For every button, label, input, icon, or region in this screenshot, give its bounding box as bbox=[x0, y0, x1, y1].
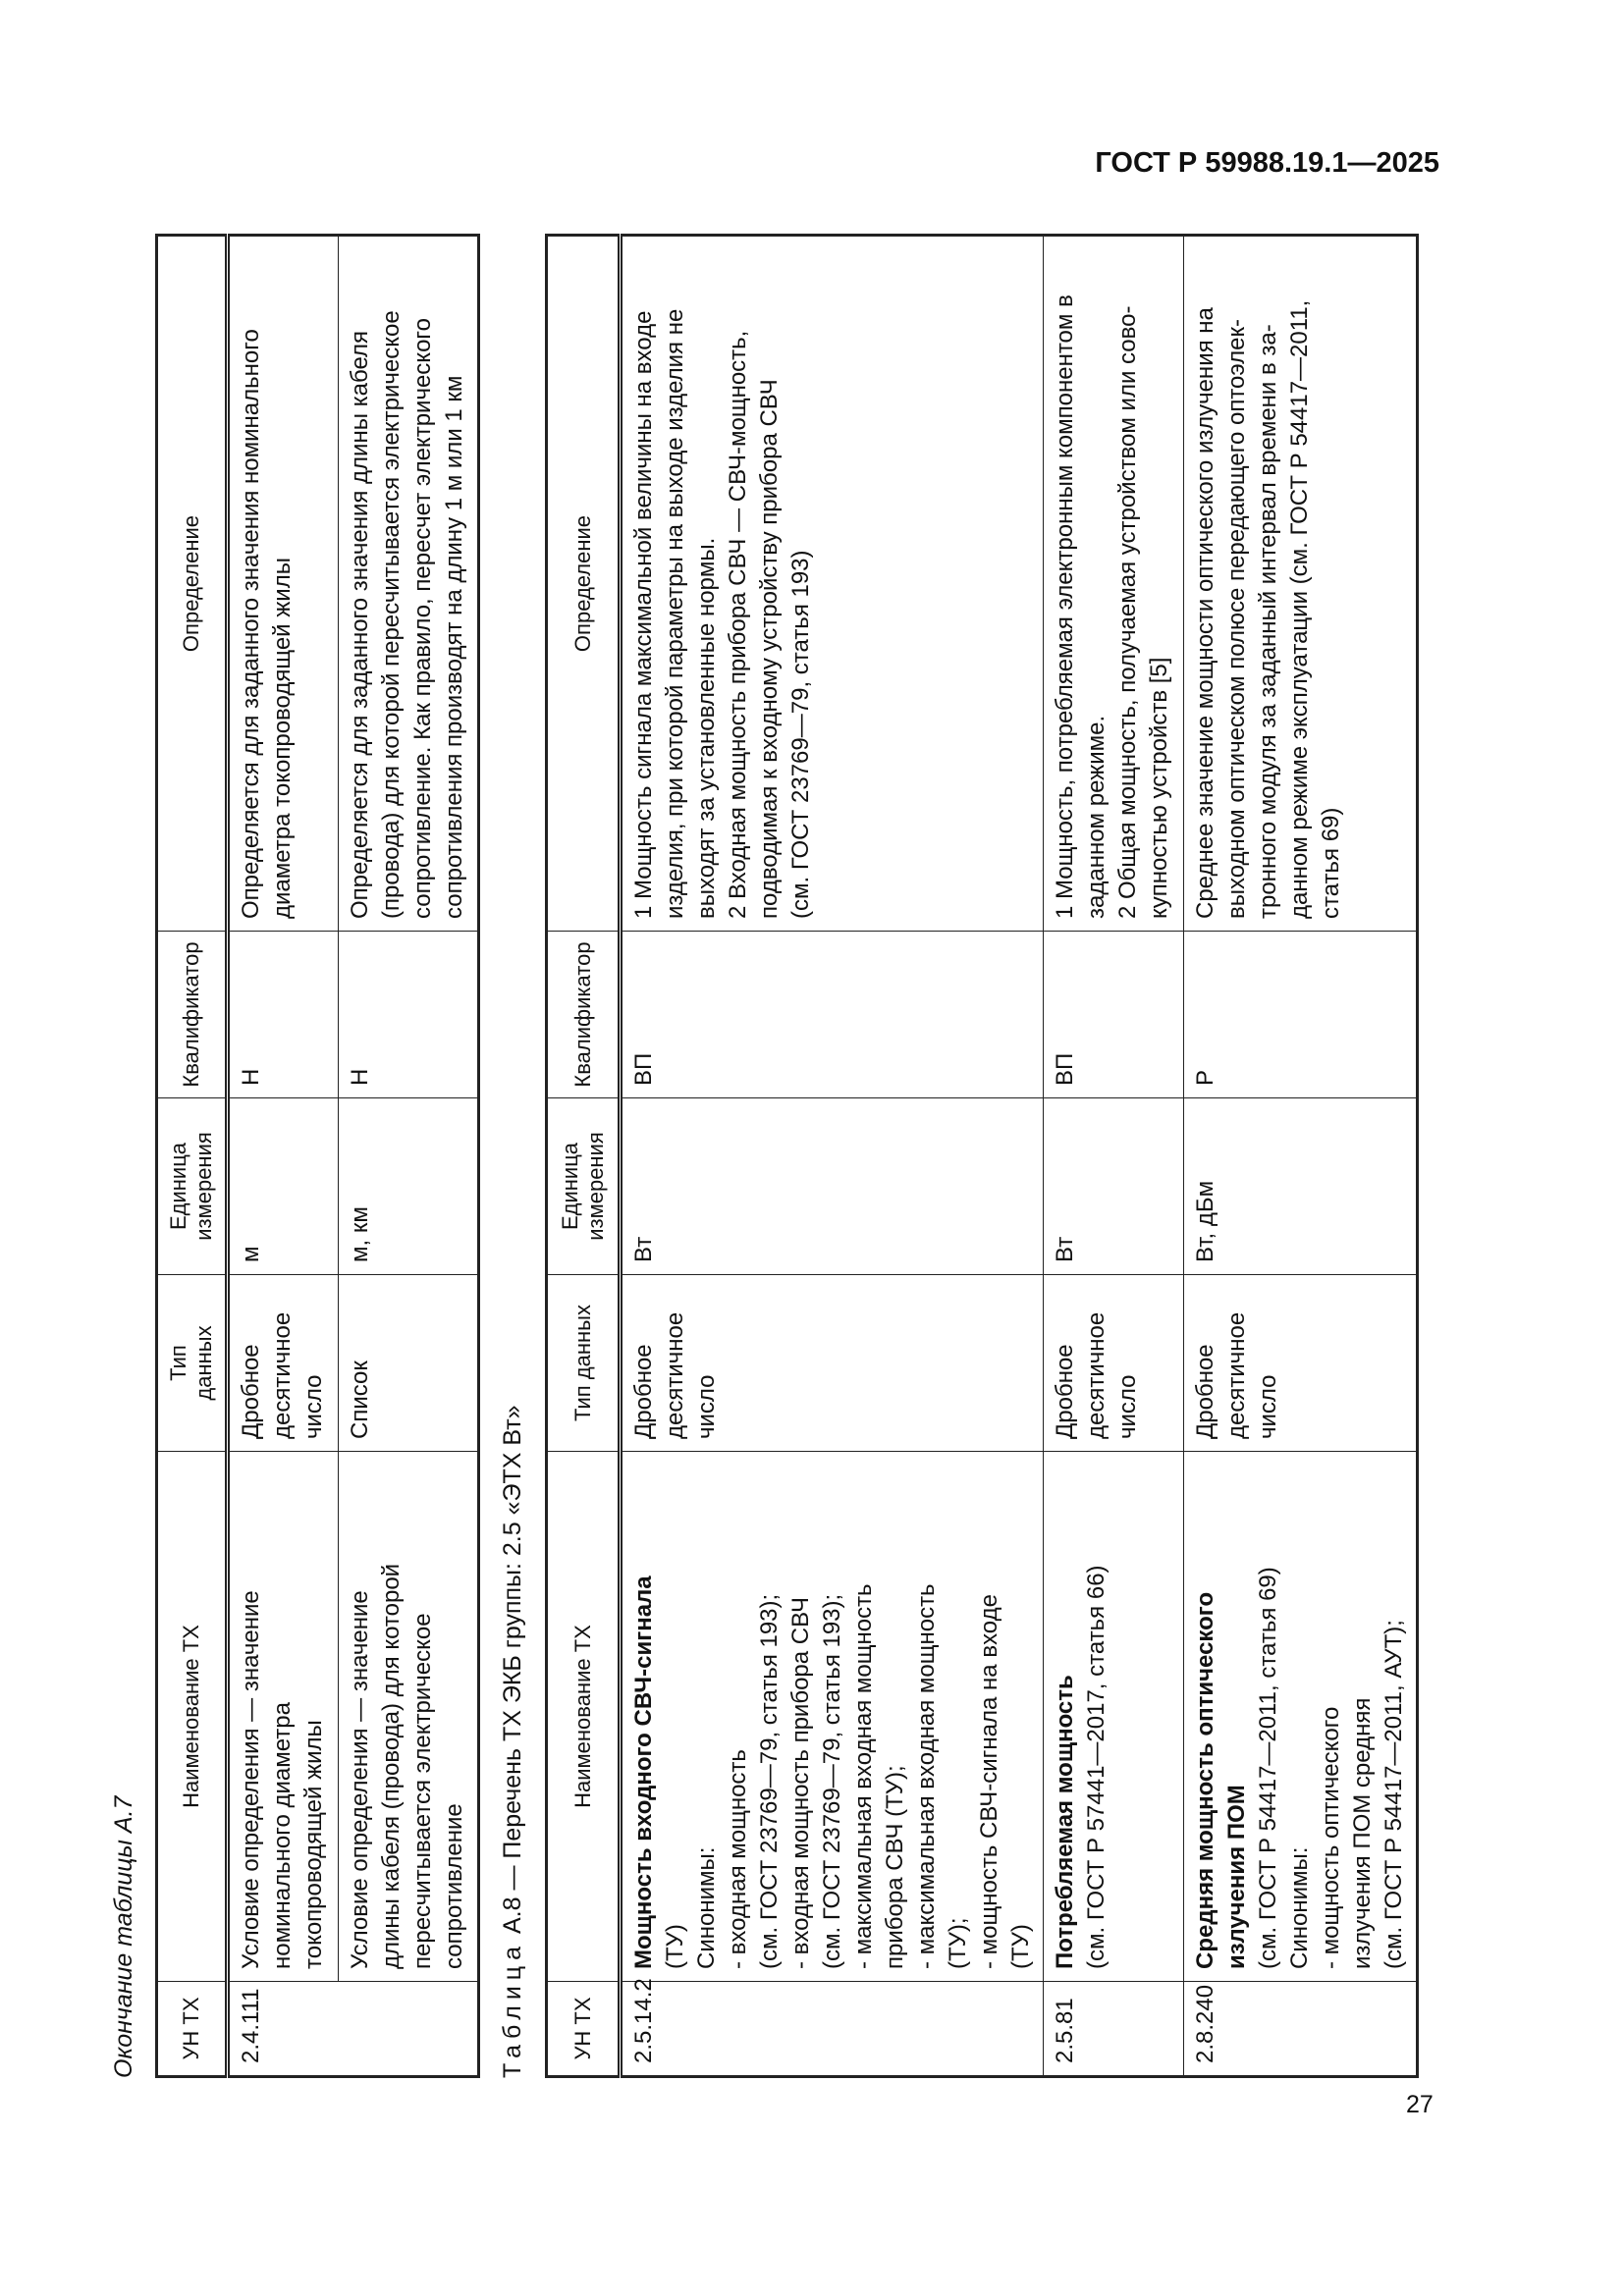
document-header: ГОСТ Р 59988.19.1—2025 bbox=[1095, 147, 1439, 179]
cell-qual: Н bbox=[339, 932, 479, 1098]
cell-unit: м bbox=[228, 1098, 339, 1275]
cell-un: 2.8.240 bbox=[1184, 1982, 1418, 2077]
name-bold: Мощность входного СВЧ-сигнала bbox=[630, 1575, 657, 1969]
col-un: УН ТХ bbox=[547, 1982, 621, 2077]
table-a8 bbox=[545, 234, 1419, 2078]
cell-name bbox=[1044, 1452, 1184, 1982]
cell-un: 2.4.111 bbox=[228, 1982, 479, 2077]
cell-def: 1 Мощность, потребляемая электронным компонентом в заданном режиме. 2 Общая мощность, получаемая устройством или сово- купностью устройств [5] bbox=[1044, 236, 1184, 932]
table-row bbox=[1044, 236, 1184, 2077]
col-type: Тип данных bbox=[157, 1275, 228, 1452]
col-def: Определение bbox=[157, 236, 228, 932]
table-a7-caption: Окончание таблицы А.7 bbox=[110, 1795, 137, 2078]
col-name: Наименование ТХ bbox=[547, 1452, 621, 1982]
name-bold: Средняя мощность оптического излучения ПОМ bbox=[1192, 1591, 1250, 1969]
cell-qual: ВП bbox=[621, 932, 1044, 1098]
caption-prefix: Таблица bbox=[499, 1940, 526, 2078]
table-a7 bbox=[155, 234, 480, 2078]
page-number: 27 bbox=[1406, 2091, 1434, 2118]
cell-type: Дробное десятичное число bbox=[228, 1275, 339, 1452]
cell-qual: Н bbox=[228, 932, 339, 1098]
col-un: УН ТХ bbox=[157, 1982, 228, 2077]
caption-text: А.8 — Перечень ТХ ЭКБ группы: 2.5 «ЭТХ Вт» bbox=[499, 1405, 526, 1935]
rotated-content bbox=[98, 233, 1407, 2078]
cell-type: Дробное десятичное число bbox=[1184, 1275, 1418, 1452]
cell-qual: Р bbox=[1184, 932, 1418, 1098]
table-a8-caption bbox=[499, 1405, 527, 2078]
cell-unit: м, км bbox=[339, 1098, 479, 1275]
cell-name: Условие определения — значение длины кабеля (провода) для которой пересчитывается электрическое сопротивление bbox=[339, 1452, 479, 1982]
col-type: Тип данных bbox=[547, 1275, 621, 1452]
table-row bbox=[339, 236, 479, 2077]
cell-unit: Вт, дБм bbox=[1184, 1098, 1418, 1275]
table-row bbox=[621, 236, 1044, 2077]
cell-qual: ВП bbox=[1044, 932, 1184, 1098]
cell-name bbox=[621, 1452, 1044, 1982]
cell-name bbox=[1184, 1452, 1418, 1982]
col-unit: Единица измерения bbox=[547, 1098, 621, 1275]
name-detail: (ТУ) Синонимы: - входная мощность (см. ГОСТ 23769—79, статья 193); - входная мощность прибора СВЧ (см. ГОСТ 23769—79, статья 193); - максимальная входная мощность прибора СВЧ (ТУ); - максимальная входная мощность (ТУ); - мощность СВЧ-сигнала на входе (ТУ) bbox=[662, 1583, 1034, 1969]
cell-type: Список bbox=[339, 1275, 479, 1452]
cell-def: 1 Мощность сигнала максимальной величины на входе изделия, при которой параметры на выходе изделия не выходят за установленные нормы. 2 Входная мощность прибора СВЧ — СВЧ-мощность, подводимая к входному устройству прибора СВЧ (см. ГОСТ 23769—79, статья 193) bbox=[621, 236, 1044, 932]
cell-unit: Вт bbox=[1044, 1098, 1184, 1275]
cell-unit: Вт bbox=[621, 1098, 1044, 1275]
cell-un: 2.5.14.2 bbox=[621, 1982, 1044, 2077]
cell-def: Определяется для заданного значения длины кабеля (провода) для которой пересчитывается электрическое сопротивление. Как правило, пересчет электрического сопротивления производят на длину 1 м или 1 км bbox=[339, 236, 479, 932]
table-header-row bbox=[547, 236, 621, 2077]
col-name: Наименование ТХ bbox=[157, 1452, 228, 1982]
col-def: Определение bbox=[547, 236, 621, 932]
name-detail: (см. ГОСТ Р 54417—2011, статья 69) Синонимы: - мощность оптического излучения ПОМ средняя (см. ГОСТ Р 54417—2011, АУТ); bbox=[1255, 1567, 1407, 1969]
table-row bbox=[1184, 236, 1418, 2077]
col-unit: Единица измерения bbox=[157, 1098, 228, 1275]
cell-def: Среднее значение мощности оптического излучения на выходном оптическом полюсе передающего оптоэлек- тронного модуля за заданный интервал времени в за- данном режиме эксплуатации (см. ГОСТ Р 54417—2011, статья 69) bbox=[1184, 236, 1418, 932]
table-row bbox=[228, 236, 339, 2077]
col-qual: Квалификатор bbox=[547, 932, 621, 1098]
cell-un: 2.5.81 bbox=[1044, 1982, 1184, 2077]
table-header-row bbox=[157, 236, 228, 2077]
cell-name: Условие определения — значение номинального диаметра токопроводящей жилы bbox=[228, 1452, 339, 1982]
cell-type: Дробное десятичное число bbox=[621, 1275, 1044, 1452]
name-detail: (см. ГОСТ Р 57441—2017, статья 66) bbox=[1083, 1565, 1110, 1969]
name-bold: Потребляемая мощность bbox=[1052, 1675, 1078, 1969]
cell-type: Дробное десятичное число bbox=[1044, 1275, 1184, 1452]
col-qual: Квалификатор bbox=[157, 932, 228, 1098]
cell-def: Определяется для заданного значения номинального диаметра токопроводящей жилы bbox=[228, 236, 339, 932]
